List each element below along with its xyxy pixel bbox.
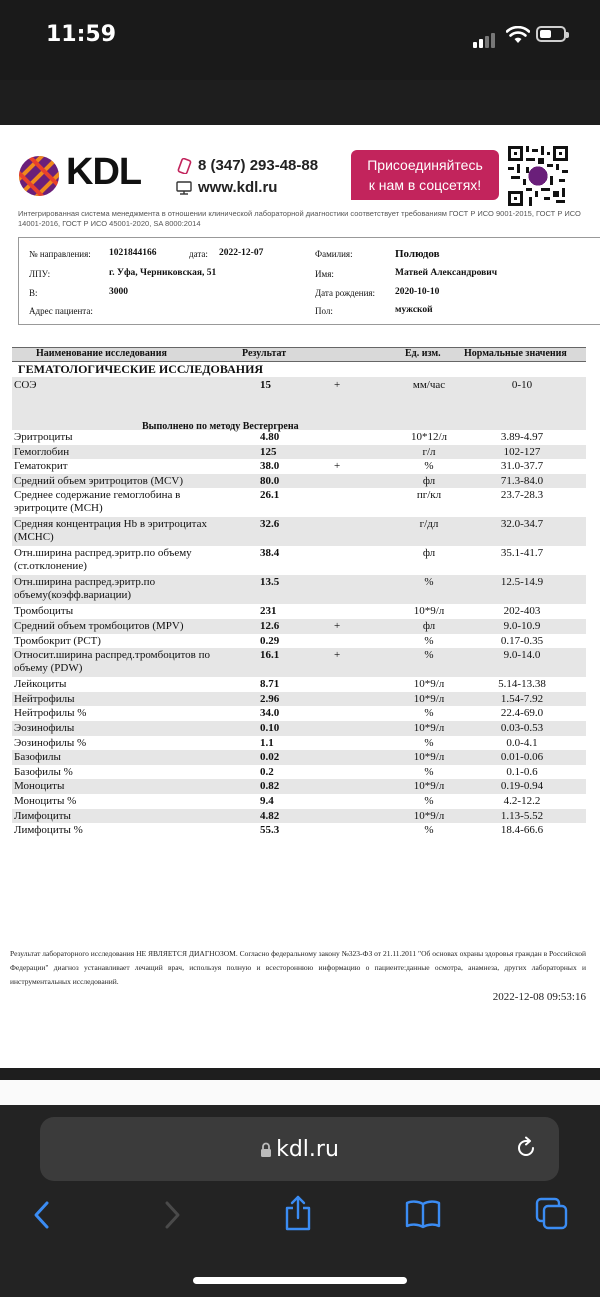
table-row <box>12 794 586 809</box>
row-flag: + <box>334 649 341 662</box>
row-unit: % <box>424 649 434 662</box>
row-value: 4.80 <box>260 431 280 443</box>
referral-value: 1021844166 <box>109 248 157 258</box>
status-time: 11:59 <box>46 22 117 47</box>
row-unit: 10*9/л <box>413 721 445 734</box>
row-range: 23.7-28.3 <box>500 489 544 502</box>
row-value: 2.96 <box>260 692 280 705</box>
table-row <box>12 474 586 489</box>
table-row <box>12 648 586 677</box>
row-unit: мм/час <box>412 379 446 391</box>
row-name: Гемоглобин <box>14 445 70 458</box>
sex-label: Пол: <box>315 306 333 316</box>
surname-label: Фамилия: <box>315 249 353 259</box>
row-value: 0.2 <box>260 765 274 778</box>
row-value: 80.0 <box>260 474 280 487</box>
row-range: 22.4-69.0 <box>500 707 544 720</box>
table-row <box>12 721 586 736</box>
report-timestamp: 2022-12-08 09:53:16 <box>492 991 586 1003</box>
row-unit: % <box>424 460 434 473</box>
row-unit: 10*9/л <box>413 809 445 822</box>
dob-label: Дата рождения: <box>315 288 376 298</box>
row-value: 26.1 <box>260 489 280 502</box>
row-unit: 10*9/л <box>413 678 445 691</box>
header-unit: Ед. изм. <box>405 348 441 359</box>
row-range: 4.2-12.2 <box>503 794 541 807</box>
row-range: 202-403 <box>503 605 541 618</box>
row-range: 0.1-0.6 <box>506 765 538 778</box>
row-name: Гематокрит <box>14 460 68 473</box>
header-result: Результат <box>242 348 287 359</box>
row-range: 102-127 <box>503 445 541 458</box>
in-value: 3000 <box>109 287 128 297</box>
row-name: Моноциты % <box>14 794 77 807</box>
row-unit: 10*9/л <box>413 605 445 618</box>
row-range: 3.89-4.97 <box>500 431 544 443</box>
bookmarks-icon[interactable] <box>404 1198 442 1230</box>
row-value: 38.0 <box>260 460 280 473</box>
qr-code-icon <box>508 145 568 207</box>
referral-label: № направления: <box>29 249 91 259</box>
promo-line-2: к нам в соцсетях! <box>368 177 482 193</box>
row-range: 0.19-0.94 <box>500 780 544 793</box>
url-text: kdl.ru <box>276 1137 339 1162</box>
promo-line-1: Присоединяйтесь <box>367 157 483 173</box>
forward-icon[interactable] <box>162 1200 182 1230</box>
row-name: Средний объем тромбоцитов (MPV) <box>14 619 184 632</box>
row-value: 12.6 <box>260 619 280 632</box>
status-bar <box>0 0 600 80</box>
table-row <box>12 575 586 604</box>
results-table <box>12 347 586 838</box>
row-unit: г/л <box>422 445 436 458</box>
row-value: 8.71 <box>260 678 280 691</box>
row-range: 0.17-0.35 <box>500 634 544 647</box>
browser-top-strip <box>0 80 600 125</box>
row-name: Тромбокрит (PCT) <box>14 634 101 647</box>
row-range: 0.03-0.53 <box>500 721 544 734</box>
row-value: 34.0 <box>260 707 280 720</box>
row-range: 9.0-14.0 <box>503 649 541 662</box>
row-value: 125 <box>260 445 277 458</box>
surname-value: Полюдов <box>395 248 440 260</box>
row-unit: пг/кл <box>416 489 442 502</box>
page-separator <box>0 1068 600 1080</box>
table-row <box>12 488 586 517</box>
row-range: 1.54-7.92 <box>500 692 544 705</box>
website-link[interactable]: www.kdl.ru <box>198 179 278 196</box>
browser-toolbar <box>0 1105 600 1297</box>
tabs-icon[interactable] <box>534 1196 570 1232</box>
row-name: Эозинофилы % <box>14 736 87 749</box>
table-row <box>12 706 586 721</box>
row-range: 18.4-66.6 <box>500 824 544 837</box>
row-name: Отн.ширина распред.эритр.по объему (ст.отклонение) <box>14 547 192 573</box>
row-value: 9.4 <box>260 794 274 807</box>
row-unit: % <box>424 765 434 778</box>
row-unit: % <box>424 736 434 749</box>
row-unit: 10*9/л <box>413 692 445 705</box>
table-row <box>12 445 586 460</box>
row-unit: % <box>424 794 434 807</box>
phone-number[interactable]: 8 (347) 293-48-88 <box>198 157 319 174</box>
address-text[interactable] <box>40 1137 559 1162</box>
row-range: 0.0-4.1 <box>506 736 538 749</box>
row-flag: + <box>334 619 341 632</box>
row-unit: 10*9/л <box>413 780 445 793</box>
row-name: Лейкоциты <box>14 678 67 691</box>
toolbar-buttons <box>0 1200 600 1240</box>
row-unit: % <box>424 634 434 647</box>
row-range: 0-10 <box>511 379 533 391</box>
row-range: 5.14-13.38 <box>498 678 546 691</box>
table-row <box>12 823 586 838</box>
signal-icon <box>473 30 497 48</box>
table-row <box>12 809 586 824</box>
kdl-logo-icon <box>18 155 60 197</box>
date-value: 2022-12-07 <box>219 248 264 258</box>
table-row <box>12 517 586 546</box>
row-range: 35.1-41.7 <box>500 547 544 560</box>
section-title: ГЕМАТОЛОГИЧЕСКИЕ ИССЛЕДОВАНИЯ <box>18 362 264 376</box>
dob-value: 2020-10-10 <box>395 287 440 297</box>
row-name: Отн.ширина распред.эритр.по объему(коэфф.вариации) <box>14 576 156 602</box>
wifi-icon <box>506 26 530 44</box>
method-note: Выполнено по методу Вестергрена <box>142 421 299 432</box>
row-value: 38.4 <box>260 547 280 560</box>
table-row <box>12 459 586 474</box>
row-name: Средняя концентрация Hb в эритроцитах (MCHC) <box>14 518 207 544</box>
row-unit: фл <box>422 547 436 560</box>
row-value: 231 <box>260 605 277 618</box>
lab-report-page <box>0 125 600 1068</box>
share-icon[interactable] <box>283 1194 313 1232</box>
contact-block <box>176 155 318 199</box>
clinic-value: г. Уфа, Черниковская, 51 <box>109 268 217 278</box>
row-value: 15 <box>260 379 271 391</box>
table-row <box>12 546 586 575</box>
monitor-icon <box>176 180 192 196</box>
table-row <box>12 779 586 794</box>
row-value: 32.6 <box>260 518 280 531</box>
certification-text: Интегрированная система менеджмента в отношении клинической лабораторной диагностики соответствует требованиям ГОСТ Р ИСО 9001-2015, ГОСТ Р ИСО 14001-2016, ГОСТ Р ИСО 45001-2020, SA 8000:2014 <box>18 209 581 228</box>
row-range: 12.5-14.9 <box>500 576 544 589</box>
row-name: Базофилы <box>14 751 61 764</box>
row-value: 0.10 <box>260 721 280 734</box>
header-name: Наименование исследования <box>36 348 167 359</box>
row-unit: 10*9/л <box>413 751 445 764</box>
table-row <box>12 692 586 707</box>
row-range: 31.0-37.7 <box>500 460 544 473</box>
row-flag: + <box>334 379 341 391</box>
row-flag: + <box>334 460 341 473</box>
table-row <box>12 736 586 751</box>
name-value: Матвей Александрович <box>395 268 498 278</box>
disclaimer-text: Результат лабораторного исследования НЕ ЯВЛЯЕТСЯ ДИАГНОЗОМ. Согласно федеральному закону №323-ФЗ от 21.11.2011 "Об основах охраны здоровья граждан в Российской Федерации" диагноз устанавливает лечащий врач, используя полную и всестороннюю информацию о пациенте:данные осмотра, анамнеза, других лабораторных и инструментальных исследований. <box>10 949 586 986</box>
row-name: СОЭ <box>14 379 37 391</box>
row-name: Средний объем эритроцитов (MCV) <box>14 474 184 487</box>
row-name: Моноциты <box>14 780 65 793</box>
table-row <box>12 634 586 649</box>
header-normal: Нормальные значения <box>464 348 567 359</box>
address-bar[interactable] <box>40 1117 559 1181</box>
table-row-esr <box>12 377 586 430</box>
row-range: 32.0-34.7 <box>500 518 544 531</box>
name-label: Имя: <box>315 269 334 279</box>
lock-icon <box>260 1142 272 1158</box>
table-row <box>12 619 586 634</box>
brand-name: KDL <box>66 151 142 193</box>
row-unit: 10*12/л <box>410 431 448 443</box>
results-rows <box>12 430 586 838</box>
address-label: Адрес пациента: <box>29 306 93 316</box>
row-value: 0.82 <box>260 780 280 793</box>
row-range: 9.0-10.9 <box>503 619 541 632</box>
row-value: 4.82 <box>260 809 280 822</box>
row-unit: % <box>424 707 434 720</box>
row-value: 0.29 <box>260 634 280 647</box>
table-header <box>12 347 586 362</box>
table-row <box>12 604 586 619</box>
in-label: В: <box>29 288 38 298</box>
row-range: 71.3-84.0 <box>500 474 544 487</box>
row-range: 1.13-5.52 <box>500 809 544 822</box>
row-name: Среднее содержание гемоглобина в эритроците (MCH) <box>14 489 181 515</box>
table-row <box>12 765 586 780</box>
date-label: дата: <box>189 249 208 259</box>
row-name: Базофилы % <box>14 765 73 778</box>
row-value: 13.5 <box>260 576 280 589</box>
row-value: 55.3 <box>260 824 280 837</box>
row-unit: г/дл <box>419 518 439 531</box>
table-row <box>12 750 586 765</box>
row-unit: фл <box>422 619 436 632</box>
table-row <box>12 430 586 445</box>
row-name: Нейтрофилы % <box>14 707 87 720</box>
row-name: Эритроциты <box>14 431 73 443</box>
social-promo-banner <box>351 150 499 200</box>
phone-icon <box>176 158 192 174</box>
row-name: Тромбоциты <box>14 605 74 618</box>
row-name: Лимфоциты <box>14 809 71 822</box>
row-name: Эозинофилы <box>14 721 75 734</box>
row-value: 0.02 <box>260 751 280 764</box>
row-range: 0.01-0.06 <box>500 751 544 764</box>
home-indicator[interactable] <box>193 1277 407 1284</box>
row-name: Лимфоциты % <box>14 824 83 837</box>
sex-value: мужской <box>395 305 433 315</box>
row-name: Относит.ширина распред.тромбоцитов по объему (PDW) <box>14 649 210 675</box>
row-unit: % <box>424 824 434 837</box>
row-value: 16.1 <box>260 649 280 662</box>
row-unit: фл <box>422 474 436 487</box>
table-row <box>12 677 586 692</box>
row-name: Нейтрофилы <box>14 692 75 705</box>
patient-info-box <box>18 237 600 325</box>
reload-icon[interactable] <box>513 1135 539 1161</box>
battery-icon <box>536 26 566 42</box>
row-value: 1.1 <box>260 736 274 749</box>
row-unit: % <box>424 576 434 589</box>
clinic-label: ЛПУ: <box>29 269 51 279</box>
back-icon[interactable] <box>32 1200 52 1230</box>
